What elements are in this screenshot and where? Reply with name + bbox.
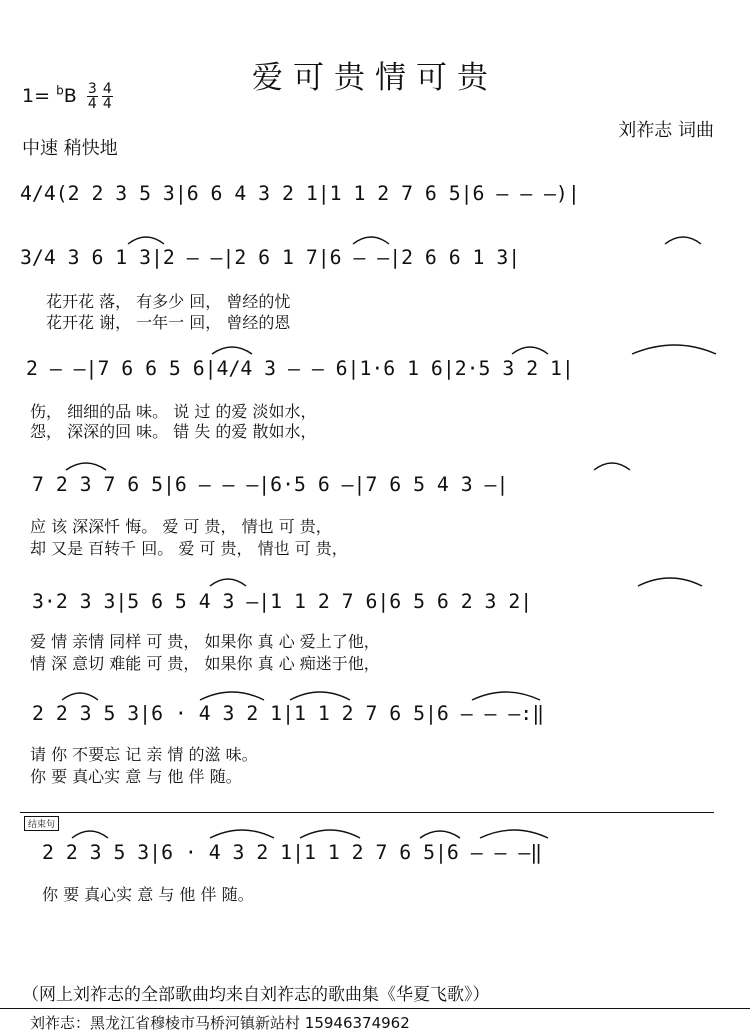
song-title: 爱可贵情可贵 (252, 60, 498, 96)
coda-label: 结束句 (24, 816, 59, 831)
slur-arc (594, 463, 630, 470)
lyric-line-3b: 怨， 深深的回 味。 错 失 的爱 散如水， (30, 422, 317, 441)
slur-arc (353, 237, 389, 244)
slur-arc (512, 347, 548, 354)
score-line-2: 3/4 3 6 1 3|2 — —|2 6 1 7|6 — —|2 6 6 1 3| (20, 246, 521, 269)
lyric-line-4b: 却 又是 百转千 回。 爱 可 贵， 情也 可 贵， (30, 539, 348, 558)
lyric-line-4a: 应 该 深深忏 悔。 爱 可 贵， 情也 可 贵， (30, 517, 332, 536)
score-line-4: 7 2 3 7 6 5|6 — — —|6·5 6 —|7 6 5 4 3 —| (32, 473, 509, 496)
time-signature-b: $\frac{4}{4}$ (102, 81, 112, 112)
slur-arc (632, 345, 716, 354)
key-note: B (63, 85, 77, 107)
key-label: 1= (22, 85, 51, 107)
slur-arc (472, 692, 540, 700)
footer-contact: 刘祚志：黑龙江省穆棱市马桥河镇新站村 15946374962 (30, 1014, 410, 1032)
slur-arc (638, 578, 702, 586)
slur-arc (200, 692, 264, 700)
slur-arc (210, 579, 246, 586)
slur-arc (62, 693, 98, 700)
tempo-marking: 中速 稍快地 (22, 138, 118, 159)
time-signature-a: $\frac{3}{4}$ (87, 81, 97, 112)
slur-arc (128, 237, 164, 244)
slur-arc (210, 830, 274, 838)
slur-arc (300, 830, 360, 838)
slur-arc (290, 692, 350, 700)
slur-arc (72, 831, 108, 838)
lyric-line-7a: 你 要 真心实 意 与 他 伴 随。 (42, 885, 254, 904)
slur-arc (212, 347, 252, 354)
score-line-6: 2 2 3 5 3|6 · 4 3 2 1|1 1 2 7 6 5|6 — — —:‖ (32, 702, 545, 725)
score-line-7: 2 2 3 5 3|6 · 4 3 2 1|1 1 2 7 6 5|6 — — —‖ (42, 841, 543, 864)
lyric-line-5b: 情 深 意切 难能 可 贵， 如果你 真 心 痴迷于他， (30, 654, 380, 673)
score-line-1: 4/4(2 2 3 5 3|6 6 4 3 2 1|1 1 2 7 6 5|6 — — —)| (20, 182, 580, 205)
lyric-line-2b: 花开花 谢， 一年一 回， 曾经的恩 (46, 313, 291, 332)
lyric-line-2a: 花开花 落， 有多少 回， 曾经的忧 (46, 292, 291, 311)
key-flat-sign: b (56, 83, 64, 98)
footer-divider (0, 1008, 750, 1009)
author-credit: 刘祚志 词曲 (618, 120, 714, 141)
slur-arc (665, 237, 701, 244)
slur-arc (66, 463, 106, 470)
slur-arc (420, 831, 460, 838)
footer-note: （网上刘祚志的全部歌曲均来自刘祚志的歌曲集《华夏飞歌》） (22, 985, 490, 1005)
slur-arc (480, 830, 548, 838)
score-line-3: 2 — —|7 6 6 5 6|4/4 3 — — 6|1·6 1 6|2·5 3 2 1| (26, 357, 574, 380)
lyric-line-5a: 爱 情 亲情 同样 可 贵， 如果你 真 心 爱上了他， (30, 632, 380, 651)
lyric-line-6b: 你 要 真心实 意 与 他 伴 随。 (30, 767, 242, 786)
lyric-line-6a: 请 你 不要忘 记 亲 情 的滋 味。 (30, 745, 258, 764)
score-line-5: 3·2 3 3|5 6 5 4 3 —|1 1 2 7 6|6 5 6 2 3 2| (32, 590, 533, 613)
lyric-line-3a: 伤， 细细的品 味。 说 过 的爱 淡如水， (30, 402, 317, 421)
